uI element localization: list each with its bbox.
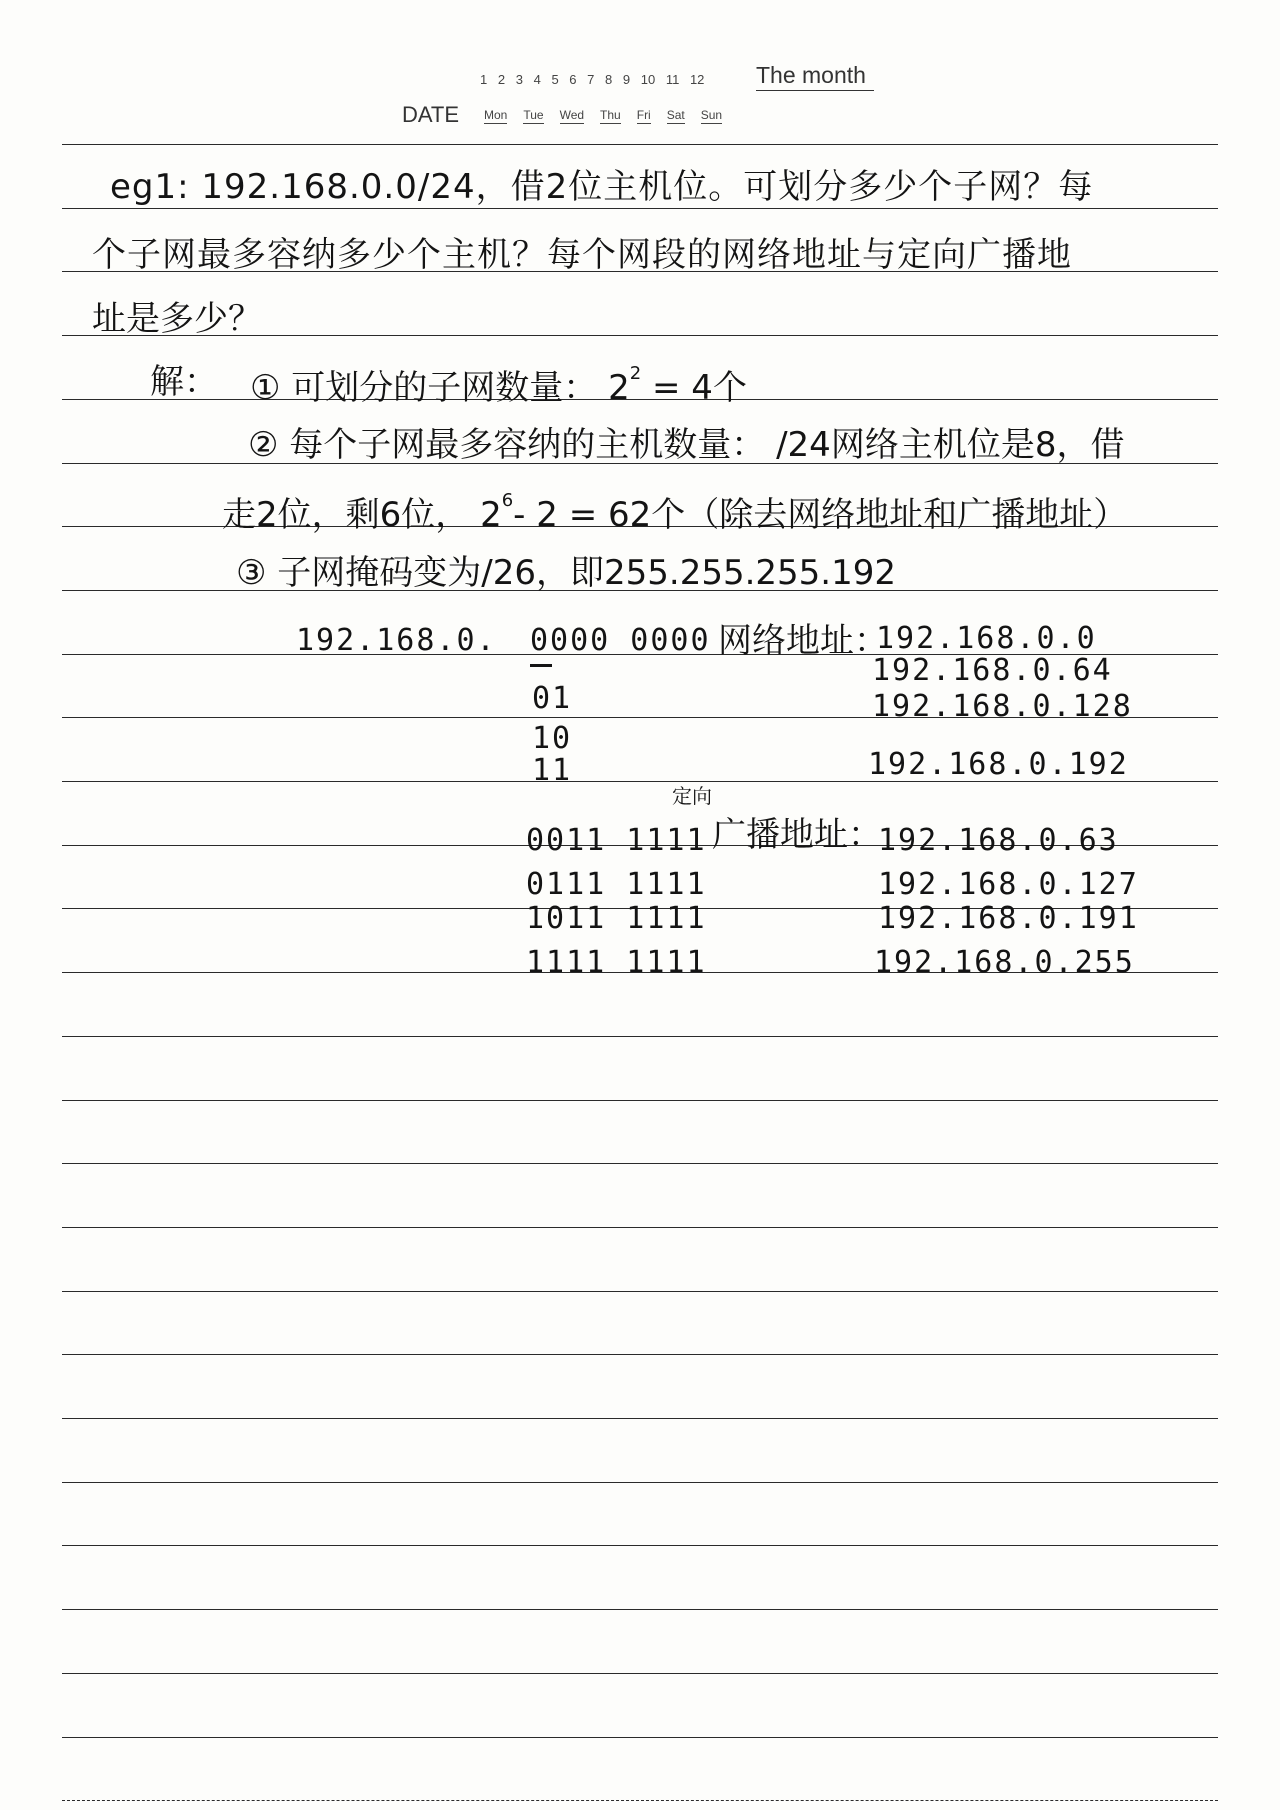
- month-number: 6: [569, 72, 577, 87]
- step-2-result: - 2 = 62个（除去网络地址和广播地址）: [513, 495, 1128, 535]
- ruled-line: [62, 1609, 1218, 1610]
- ruled-line: [62, 1673, 1218, 1674]
- broadcast-binary: 1111 1111: [526, 945, 707, 980]
- network-address-label: 网络地址：: [718, 621, 888, 661]
- ruled-line: [62, 1354, 1218, 1355]
- ruled-line: [62, 1800, 1218, 1801]
- step-1-base: 2: [608, 368, 630, 408]
- question-line-3: 址是多少？: [92, 299, 262, 339]
- ruled-line: [62, 1482, 1218, 1483]
- weekday: Sat: [666, 108, 685, 122]
- month-number: 4: [533, 72, 541, 87]
- date-label: DATE: [402, 102, 460, 127]
- solution-step-1: [250, 363, 747, 408]
- solution-label: 解：: [150, 362, 218, 402]
- weekday: Sun: [700, 108, 723, 122]
- step-1-exponent: 2: [629, 363, 642, 384]
- step-1-result: = 4个: [652, 368, 747, 408]
- network-binary: 10: [532, 721, 573, 756]
- month-number: 12: [689, 72, 705, 87]
- step-1-text: ① 可划分的子网数量：: [250, 368, 598, 408]
- month-number: 3: [515, 72, 523, 87]
- weekday: Tue: [523, 108, 544, 122]
- network-address: 192.168.0.128: [872, 689, 1133, 724]
- weekday: Thu: [600, 108, 621, 122]
- broadcast-label-top: 定向: [672, 784, 712, 808]
- solution-step-3: ③ 子网掩码变为/26，即255.255.255.192: [236, 553, 897, 593]
- broadcast-binary: 1011 1111: [526, 901, 707, 936]
- ruled-line: [62, 1100, 1218, 1101]
- month-underline: [756, 90, 874, 91]
- network-binary: 11: [532, 753, 573, 788]
- month-number: 5: [551, 72, 559, 87]
- ruled-line: [62, 1737, 1218, 1738]
- ruled-line: [62, 1227, 1218, 1228]
- binary-first: 0000 0000: [530, 623, 711, 658]
- question-line-2: 个子网最多容纳多少个主机？每个网段的网络地址与定向广播地: [92, 235, 1072, 275]
- month-number: 7: [587, 72, 595, 87]
- ruled-line: [62, 1163, 1218, 1164]
- ruled-line: [62, 208, 1218, 209]
- network-address: 192.168.0.192: [868, 747, 1129, 782]
- network-address: 192.168.0.64: [872, 653, 1113, 688]
- broadcast-address: 192.168.0.191: [878, 901, 1139, 936]
- network-binary: 01: [532, 681, 573, 716]
- month-numbers: [480, 72, 711, 87]
- month-number: 2: [497, 72, 506, 87]
- broadcast-binary: 0011 1111: [526, 823, 707, 858]
- weekday: Fri: [636, 108, 651, 122]
- step-2-text: 走2位，剩6位，: [222, 495, 470, 535]
- question-line-1: eg1: 192.168.0.0/24，借2位主机位。可划分多少个子网？每: [110, 167, 1094, 207]
- ruled-line: [62, 144, 1218, 145]
- broadcast-address: 192.168.0.255: [874, 945, 1135, 980]
- ruled-line: [62, 1545, 1218, 1546]
- broadcast-binary: 0111 1111: [526, 867, 707, 902]
- weekday: Mon: [484, 108, 508, 122]
- binary-underline: [530, 664, 552, 667]
- ruled-line: [62, 1418, 1218, 1419]
- step-2-base: 2: [480, 495, 502, 535]
- ruled-line: [62, 1291, 1218, 1292]
- month-number: 8: [605, 72, 613, 87]
- broadcast-address: 192.168.0.63: [878, 823, 1119, 858]
- step-2-exponent: 6: [501, 490, 514, 511]
- month-number: 9: [622, 72, 631, 87]
- month-label: The month: [756, 62, 866, 88]
- solution-step-2-line-1: ② 每个子网最多容纳的主机数量： /24网络主机位是8，借: [248, 425, 1125, 465]
- binary-prefix: 192.168.0.: [296, 623, 497, 658]
- month-number: 10: [640, 72, 656, 87]
- weekday-row: [484, 108, 738, 124]
- network-address: 192.168.0.0: [876, 621, 1097, 656]
- solution-step-2-line-2: [222, 490, 1128, 535]
- broadcast-address: 192.168.0.127: [878, 867, 1139, 902]
- weekday: Wed: [559, 108, 585, 122]
- broadcast-address-label: 广播地址：: [712, 815, 882, 855]
- month-number: 1: [480, 72, 488, 87]
- month-number: 11: [665, 72, 680, 87]
- ruled-line: [62, 1036, 1218, 1037]
